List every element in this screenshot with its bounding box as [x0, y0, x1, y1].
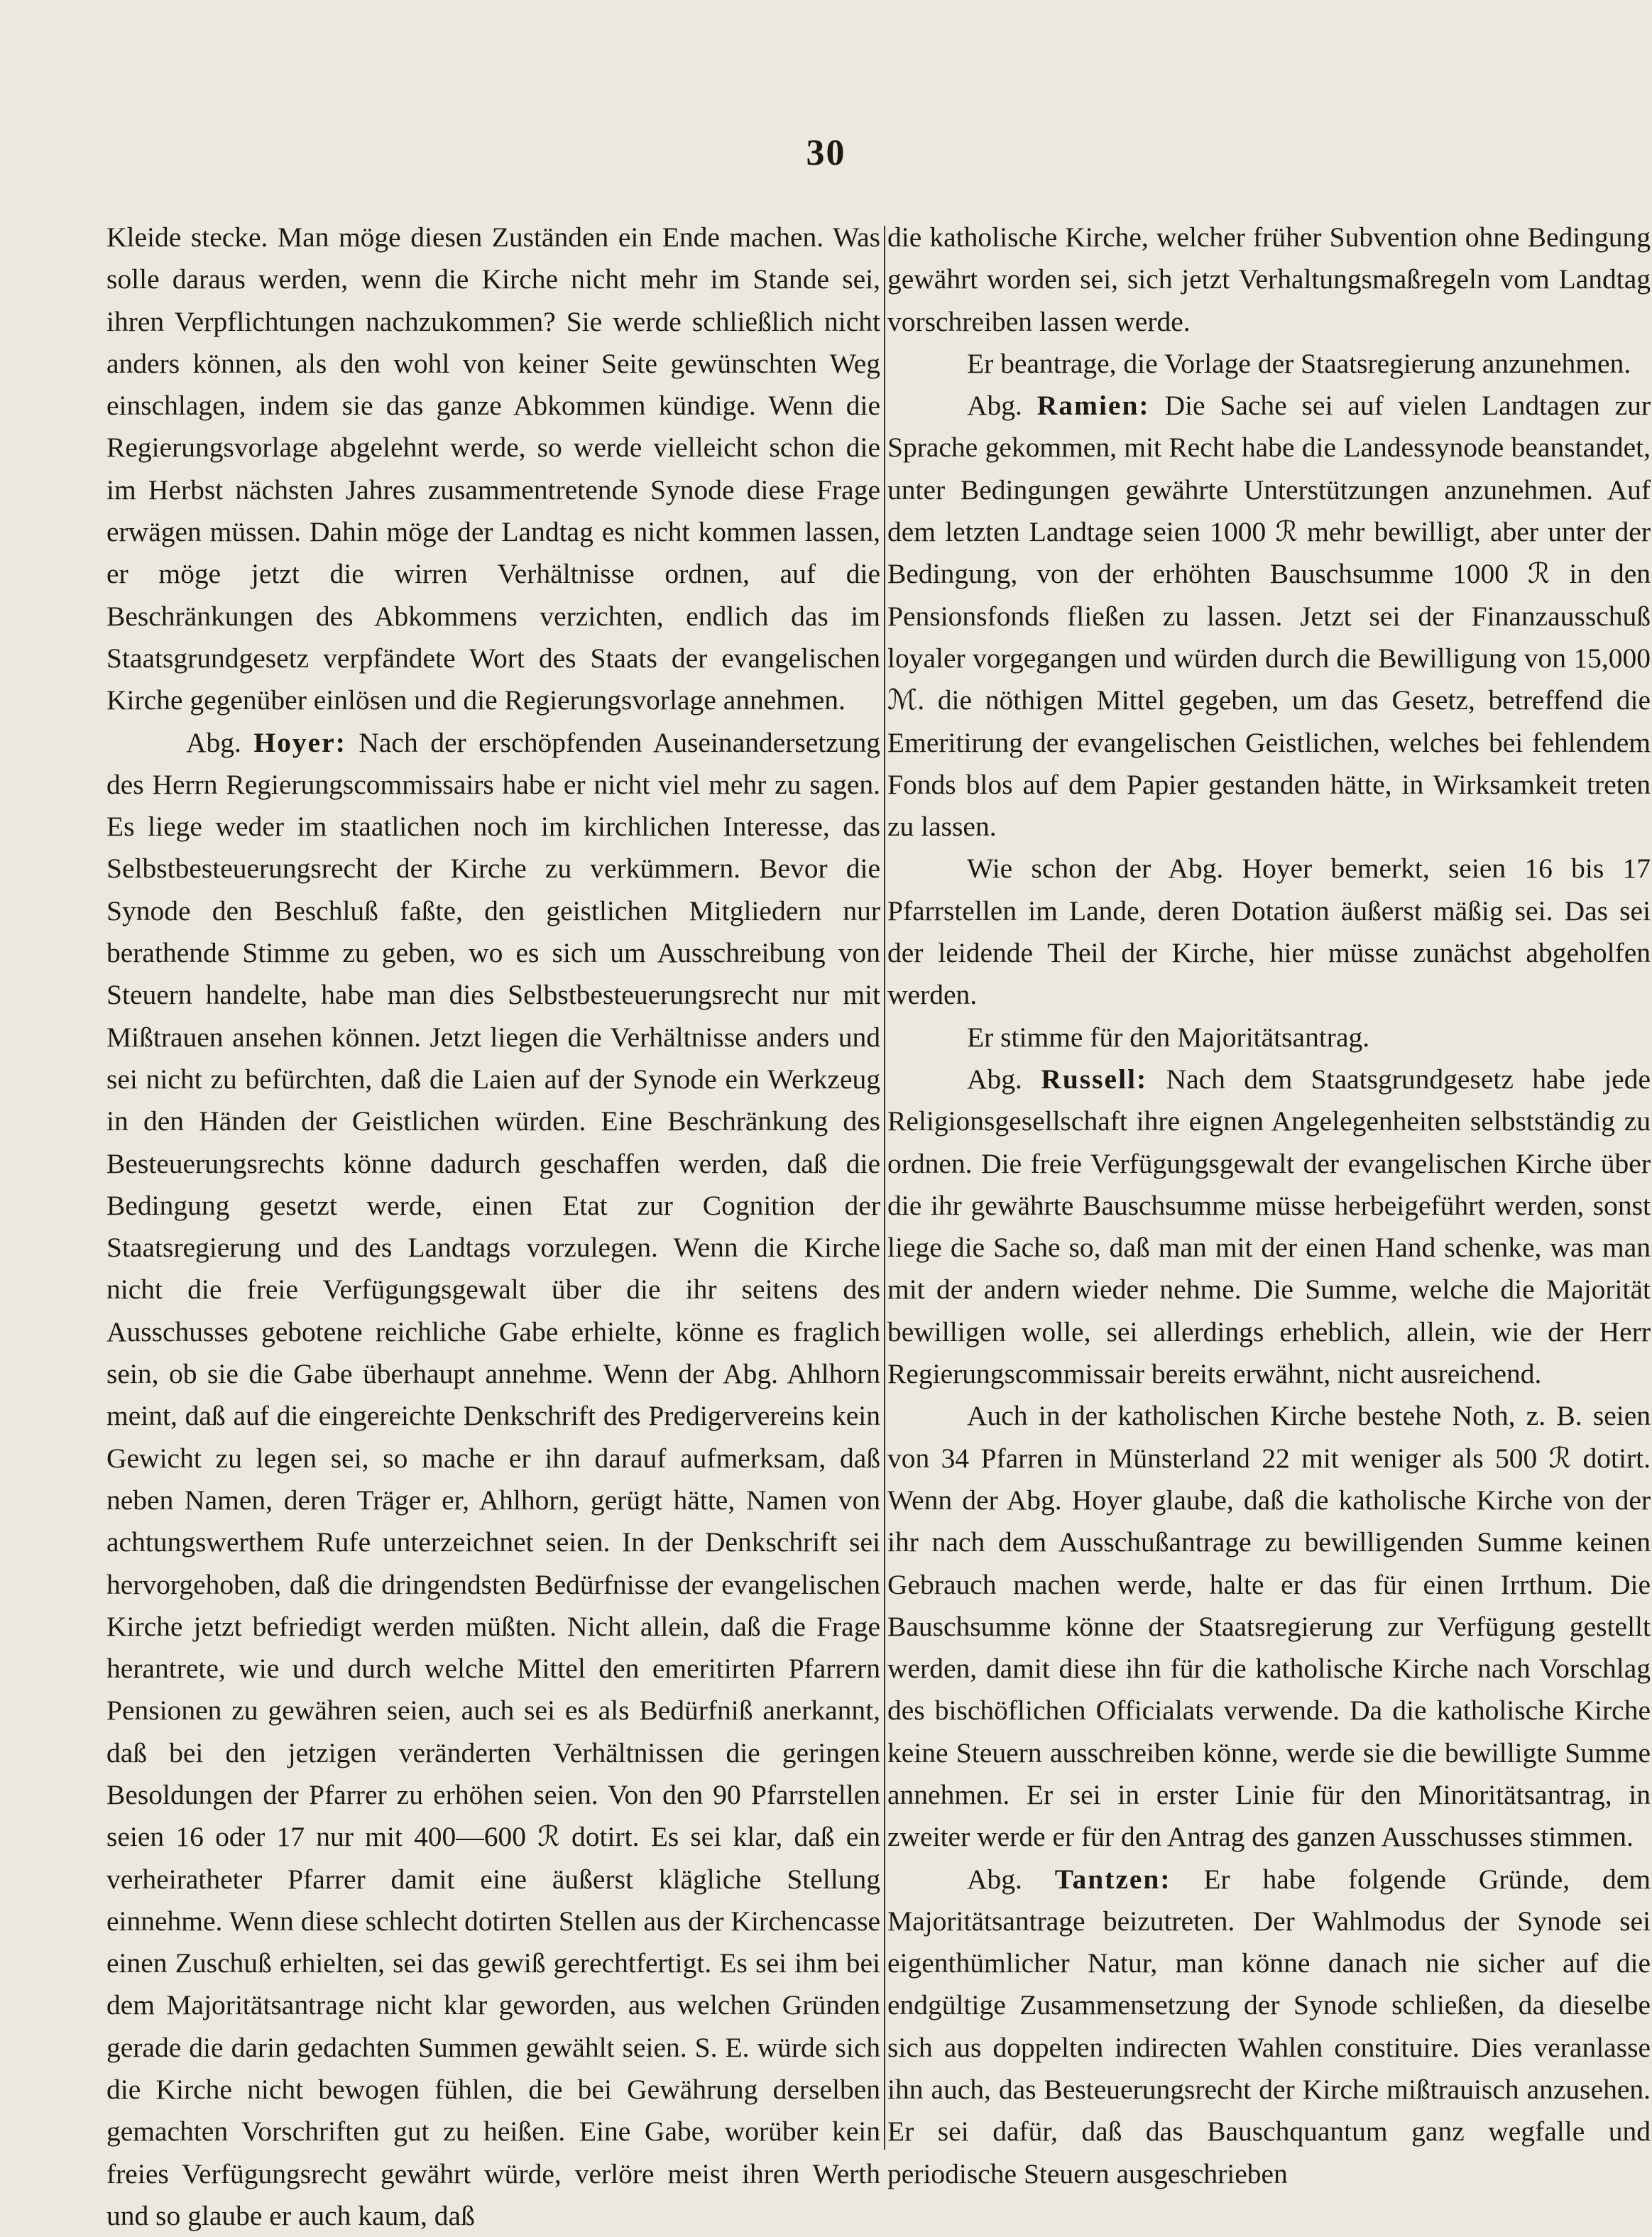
- paragraph-text: Wie schon der Abg. Hoyer bemerkt, seien 16 bis 17 Pfarrstellen im Lande, deren Dotation äußerst mäßig sei. Das sei der leidende Theil der Kirche, hier müsse zunächst abgeholfen werden.: [887, 853, 1651, 1011]
- column-divider: [884, 226, 885, 2150]
- speaker-name: Hoyer:: [253, 726, 346, 758]
- speech-paragraph: [887, 1059, 1651, 1395]
- paragraph: [106, 217, 880, 722]
- left-column: [106, 217, 880, 2237]
- paragraph-text: Die Sache sei auf vielen Landtagen zur Sprache gekommen, mit Recht habe die Landessynode beanstandet, unter Bedingungen gewährte Unterstützungen anzunehmen. Auf dem letzten Landtage seien 1000 ℛ mehr bewilligt, aber unter der Bedingung, von der erhöhten Bauschsumme 1000 ℛ in den Pensionsfonds fließen zu lassen. Jetzt sei der Finanzausschuß loyaler vorgegangen und würden durch die Bewilligung von 15,000 ℳ. die nöthigen Mittel gegeben, um das Gesetz, betreffend die Emeritirung der evangelischen Geistlichen, welches bei fehlendem Fonds blos auf dem Papier gestanden hätte, in Wirksamkeit treten zu lassen.: [887, 390, 1651, 843]
- speaker-name: Ramien:: [1036, 390, 1150, 422]
- speaker-prefix: Abg.: [967, 390, 1022, 422]
- paragraph-text: Nach dem Staatsgrundgesetz habe jede Religionsgesellschaft ihre eignen Angelegenheiten selbstständig zu ordnen. Die freie Verfügungsgewalt der evangelischen Kirche über die ihr gewährte Bauschsumme müsse herbeigeführt werden, sonst liege die Sache so, daß man mit der einen Hand schenke, was man mit der andern wieder nehme. Die Summe, welche die Majorität bewilligen wolle, sei allerdings erheblich, allein, wie der Herr Regierungscommissair bereits erwähnt, nicht ausreichend.: [887, 1063, 1651, 1390]
- paragraph-text: die katholische Kirche, welcher früher Subvention ohne Bedingung gewährt worden sei, sich jetzt Verhaltungsmaßregeln vom Landtag vorschreiben lassen werde.: [887, 221, 1651, 337]
- paragraph-text: Auch in der katholischen Kirche bestehe Noth, z. B. seien von 34 Pfarren in Münsterland 22 mit weniger als 500 ℛ dotirt. Wenn der Abg. Hoyer glaube, daß die katholische Kirche von der ihr nach dem Ausschußantrage zu bewilligenden Summe keinen Gebrauch machen werde, halte er das für einen Irrthum. Die Bauschsumme könne der Staatsregierung zur Verfügung gestellt werden, damit diese ihn für die katholische Kirche nach Vorschlag des bischöflichen Officialats verwende. Da die katholische Kirche keine Steuern ausschreiben könne, werde sie die bewilligte Summe annehmen. Er sei in erster Linie für den Minoritätsantrag, in zweiter werde er für den Antrag des ganzen Ausschusses stimmen.: [887, 1400, 1651, 1853]
- paragraph-text: Nach der erschöpfenden Auseinandersetzung des Herrn Regierungscommissairs habe er nicht viel mehr zu sagen. Es liege weder im staatlichen noch im kirchlichen Interesse, das Selbstbesteuerungsrecht der Kirche zu verkümmern. Bevor die Synode den Beschluß faßte, den geistlichen Mitgliedern nur berathende Stimme zu geben, wo es sich um Ausschreibung von Steuern handelte, habe man dies Selbstbesteuerungsrecht nur mit Mißtrauen ansehen können. Jetzt liegen die Verhältnisse anders und sei nicht zu befürchten, daß die Laien auf der Synode ein Werkzeug in den Händen der Geistlichen würden. Eine Beschränkung des Besteuerungsrechts könne dadurch geschaffen werden, daß die Bedingung gesetzt werde, einen Etat zur Cognition der Staatsregierung und des Landtags vorzulegen. Wenn die Kirche nicht die freie Verfügungsgewalt über die ihr seitens des Ausschusses gebotene reichliche Gabe erhielte, könne es fraglich sein, ob sie die Gabe überhaupt annehme. Wenn der Abg. Ahlhorn meint, daß auf die eingereichte Denkschrift des Predigervereins kein Gewicht zu legen sei, so mache er ihn darauf aufmerksam, daß neben Namen, deren Träger er, Ahlhorn, gerügt hätte, Namen von achtungswerthem Rufe unterzeichnet seien. In der Denkschrift sei hervorgehoben, daß die dringendsten Bedürfnisse der evangelischen Kirche jetzt befriedigt werden müßten. Nicht allein, daß die Frage herantrete, wie und durch welche Mittel den emeritirten Pfarrern Pensionen zu gewähren seien, auch sei es als Bedürfniß anerkannt, daß bei den jetzigen veränderten Verhältnissen die geringen Besoldungen der Pfarrer zu erhöhen seien. Von den 90 Pfarrstellen seien 16 oder 17 nur mit 400—600 ℛ dotirt. Es sei klar, daß ein verheiratheter Pfarrer damit eine äußerst klägliche Stellung einnehme. Wenn diese schlecht dotirten Stellen aus der Kirchencasse einen Zuschuß erhielten, sei das gewiß gerechtfertigt. Es sei ihm bei dem Majoritätsantrage nicht klar geworden, aus welchen Gründen gerade die darin gedachten Summen gewählt seien. S. E. würde sich die Kirche nicht bewogen fühlen, die bei Gewährung derselben gemachten Vorschriften gut zu heißen. Eine Gabe, worüber kein freies Verfügungsrecht gewährt würde, verlöre meist ihren Werth und so glaube er auch kaum, daß: [106, 726, 881, 2231]
- paragraph-text: Er habe folgende Gründe, dem Majoritätsantrage beizutreten. Der Wahlmodus der Synode sei eigenthümlicher Natur, man könne danach nie sicher auf die endgültige Zusammensetzung der Synode schließen, da dieselbe sich aus doppelten indirecten Wahlen constituire. Dies veranlasse ihn auch, das Besteuerungsrecht der Kirche mißtrauisch anzusehen. Er sei dafür, daß das Bauschquantum ganz wegfalle und periodische Steuern ausgeschrieben: [887, 1863, 1651, 2189]
- right-column: [887, 217, 1651, 2195]
- paragraph: [887, 1017, 1651, 1059]
- paragraph: [887, 1395, 1651, 1858]
- paragraph: [887, 848, 1651, 1016]
- speaker-name: Tantzen:: [1054, 1863, 1171, 1895]
- speaker-prefix: Abg.: [967, 1063, 1022, 1095]
- paragraph-text: Er stimme für den Majoritätsantrag.: [967, 1021, 1370, 1053]
- speech-paragraph: [887, 385, 1651, 848]
- paragraph: [887, 217, 1651, 343]
- page-number: 30: [806, 133, 846, 173]
- speaker-prefix: Abg.: [967, 1863, 1022, 1895]
- paragraph: [887, 343, 1651, 385]
- speech-paragraph: [887, 1859, 1651, 2195]
- speech-paragraph: [106, 722, 880, 2237]
- speaker-name: Russell:: [1041, 1063, 1148, 1095]
- speaker-prefix: Abg.: [186, 726, 241, 758]
- paragraph-text: Er beantrage, die Vorlage der Staatsregierung anzunehmen.: [967, 347, 1631, 379]
- paragraph-text: Kleide stecke. Man möge diesen Zuständen ein Ende machen. Was solle daraus werden, wenn die Kirche nicht mehr im Stande sei, ihren Verpflichtungen nachzukommen? Sie werde schließlich nicht anders können, als den wohl von keiner Seite gewünschten Weg einschlagen, indem sie das ganze Abkommen kündige. Wenn die Regierungsvorlage abgelehnt werde, so werde vielleicht schon die im Herbst nächsten Jahres zusammentretende Synode diese Frage erwägen müssen. Dahin möge der Landtag es nicht kommen lassen, er möge jetzt die wirren Verhältnisse ordnen, auf die Beschränkungen des Abkommens verzichten, endlich das im Staatsgrundgesetz verpfändete Wort des Staats der evangelischen Kirche gegenüber einlösen und die Regierungsvorlage annehmen.: [106, 221, 880, 716]
